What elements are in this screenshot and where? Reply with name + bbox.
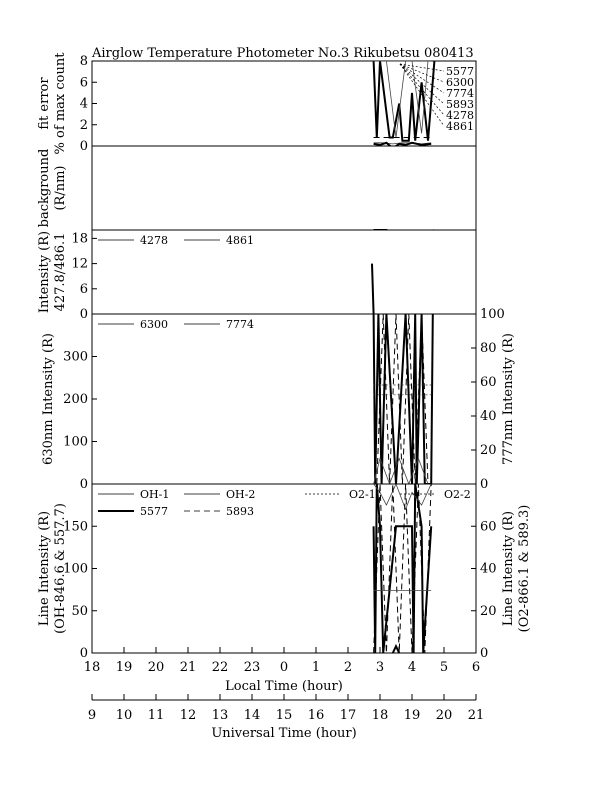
y-tick-label-right: 40 — [480, 561, 497, 577]
panel-intensity-427-486 — [37, 230, 476, 322]
y-axis-label-right: 777nm Intensity (R) — [501, 333, 516, 465]
x-axis-label: Local Time (hour) — [225, 679, 343, 694]
y-tick-label-right: 20 — [480, 603, 497, 619]
x-tick-label: 14 — [243, 708, 261, 723]
y-axis-label: fit error — [37, 77, 52, 130]
legend-label-right: 5577 — [446, 65, 474, 78]
x-tick-label: 23 — [243, 660, 261, 675]
y-tick-label: 100 — [63, 434, 88, 450]
x-tick-label: 20 — [147, 660, 165, 675]
legend-label: OH-1 — [140, 488, 170, 501]
y-axis-label: % of max count — [53, 52, 68, 155]
x-tick-label: 21 — [179, 660, 197, 675]
panel-630-777 — [41, 307, 516, 492]
legend-label: 4861 — [226, 234, 254, 247]
legend-label-right: 7774 — [446, 87, 474, 100]
y-axis-label: Intensity (R) — [37, 230, 52, 314]
series-group — [374, 484, 432, 653]
y-axis-label: (OH-846.6 & 557.7) — [53, 503, 68, 634]
legend-label-right: 4861 — [446, 120, 474, 133]
x-tick-label: 11 — [147, 708, 165, 723]
y-axis-label: (R/nm) — [53, 165, 68, 211]
panel-intensity-427-486-plot — [37, 231, 431, 322]
x-tick-label: 5 — [439, 660, 449, 675]
series-OH-1 — [374, 484, 432, 509]
panel-fit-error — [37, 52, 476, 155]
y-tick-label: 4 — [79, 96, 88, 112]
x-tick-label: 10 — [115, 708, 133, 723]
x-axis-label: Universal Time (hour) — [211, 726, 357, 741]
panel-630-777-plot — [41, 307, 516, 492]
series-group — [374, 61, 435, 148]
x-tick-label: 20 — [435, 708, 453, 723]
y-axis-label: background — [37, 148, 52, 228]
y-tick-label-right: 0 — [480, 477, 489, 492]
y-tick-label: 100 — [63, 561, 88, 577]
legend-label-right: 4278 — [446, 109, 474, 122]
series-bg-thick — [374, 230, 435, 272]
series-4278 — [372, 264, 374, 314]
x-tick-label: 3 — [375, 660, 385, 675]
x-tick-label: 4 — [407, 660, 417, 675]
y-tick-label: 0 — [79, 307, 88, 322]
y-tick-label-right: 60 — [480, 375, 497, 390]
series-group — [372, 264, 431, 314]
y-tick-label: 150 — [63, 519, 88, 535]
legend-label: 7774 — [226, 318, 254, 331]
y-tick-label-right: 20 — [480, 443, 497, 458]
y-tick-label-right: 0 — [480, 646, 489, 661]
x-tick-label: 17 — [339, 708, 357, 723]
y-tick-label: 0 — [79, 646, 88, 661]
x-tick-label: 22 — [211, 660, 229, 675]
series-group — [374, 314, 433, 484]
legend-label: 5893 — [226, 505, 254, 518]
chart-title: Airglow Temperature Photometer No.3 Rikubetsu 080413 — [92, 46, 474, 61]
series-peak — [393, 646, 399, 653]
x-tick-label: 12 — [179, 708, 197, 723]
legend-leader — [400, 64, 444, 82]
x-tick-label: 13 — [211, 708, 229, 723]
x-tick-label: 19 — [115, 660, 133, 675]
panel-line-intensity-plot — [37, 484, 532, 661]
y-axis-label: Line Intensity (R) — [37, 510, 52, 627]
y-tick-label: 12 — [71, 256, 88, 272]
x-tick-label: 0 — [279, 660, 289, 675]
x-tick-label: 9 — [87, 708, 97, 723]
y-axis-label-right: (O2-866.1 & 589.3) — [517, 504, 532, 633]
y-tick-label: 8 — [79, 54, 88, 69]
x-tick-label: 6 — [471, 660, 481, 675]
x-tick-label: 19 — [403, 708, 421, 723]
y-tick-label: 6 — [79, 281, 88, 297]
y-tick-label: 0 — [79, 477, 88, 492]
y-axis-label: 630nm Intensity (R) — [41, 333, 56, 465]
y-tick-label: 200 — [63, 392, 88, 407]
legend-label-right: 5893 — [446, 98, 474, 111]
legend-label: OH-2 — [226, 488, 256, 501]
legend-label: 4278 — [140, 234, 168, 247]
y-axis-label: 427.8/486.1 — [53, 232, 68, 312]
legend-leader — [400, 64, 444, 115]
panel-background-plot — [37, 149, 434, 272]
y-tick-label: 18 — [71, 231, 88, 247]
y-tick-label-right: 100 — [480, 307, 505, 322]
x-tick-label: 15 — [275, 708, 293, 723]
y-tick-label-right: 60 — [480, 519, 497, 535]
series-bg-thin — [374, 230, 432, 268]
x-tick-label: 18 — [83, 660, 101, 675]
panel-background — [37, 146, 476, 272]
y-tick-label: 6 — [79, 75, 88, 91]
x-tick-label: 21 — [467, 708, 485, 723]
y-tick-label-right: 40 — [480, 409, 497, 424]
x-tick-label: 1 — [311, 660, 321, 675]
y-tick-label: 0 — [79, 139, 88, 154]
legend-label: 6300 — [140, 318, 168, 331]
y-tick-label: 2 — [79, 117, 88, 133]
time-axes — [84, 647, 485, 741]
y-axis-label-right: Line Intensity (R) — [501, 510, 516, 627]
x-tick-label: 16 — [307, 708, 325, 723]
panel-fit-error-plot — [37, 52, 474, 155]
legend-label-right: O2-2 — [444, 488, 471, 501]
y-tick-label-right: 80 — [480, 341, 497, 356]
series-group — [374, 230, 435, 272]
legend-label-right: O2-1 — [349, 488, 376, 501]
legend-label-right: 6300 — [446, 76, 474, 89]
y-tick-label: 300 — [63, 349, 88, 365]
x-tick-label: 2 — [343, 660, 353, 675]
x-tick-label: 18 — [371, 708, 389, 723]
panel-line-intensity — [37, 484, 532, 661]
legend-label: 5577 — [140, 505, 168, 518]
y-tick-label: 50 — [71, 603, 88, 619]
